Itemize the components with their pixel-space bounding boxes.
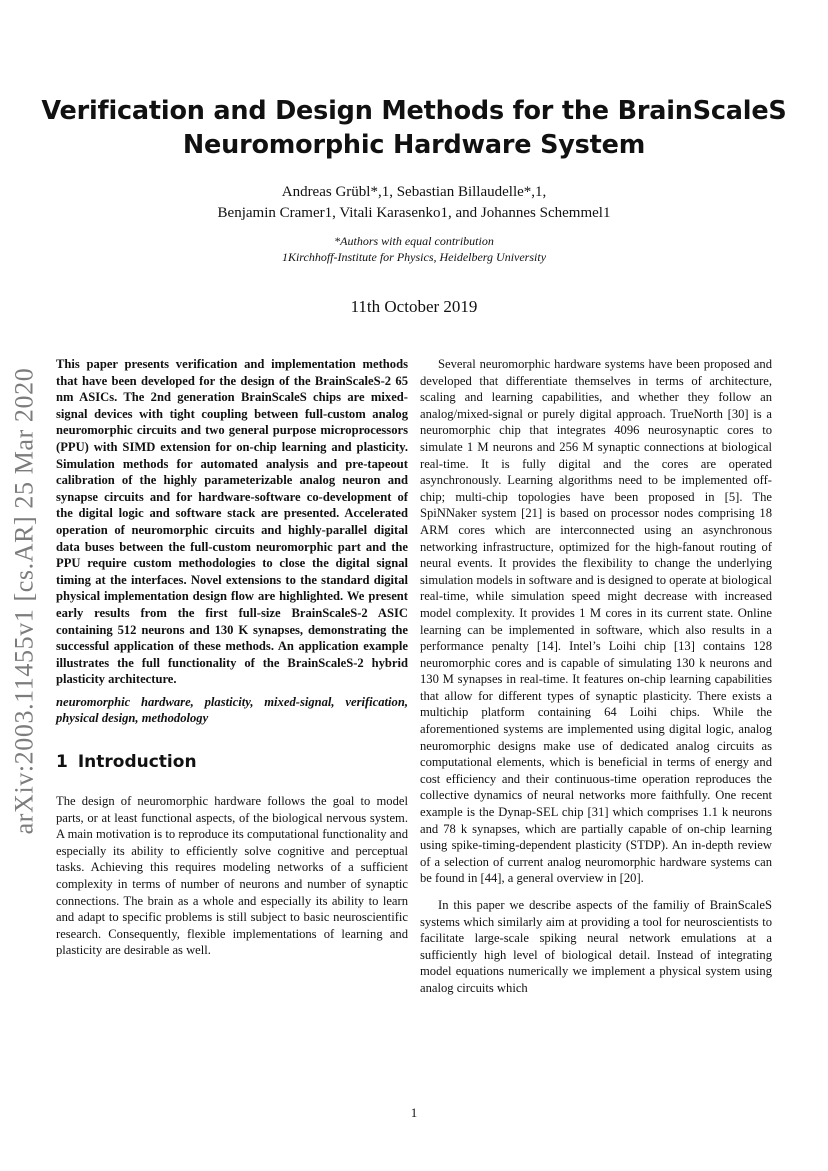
right-column xyxy=(420,356,772,997)
section-heading xyxy=(56,751,408,773)
left-column xyxy=(56,356,408,959)
authors-line-1: Andreas Grübl*,1, Sebastian Billaudelle*,1, xyxy=(281,184,547,200)
right-paragraph-1: Several neuromorphic hardware systems have been proposed and developed that differentiate themselves in terms of architecture, scaling and learning capabilities, and whether they follow an analog/mixed-signal or purely digital approach. TrueNorth [30] is a neuromorphic chip that integrates 4096 neurosynaptic cores to simulate 1 M neurons and 256 M synaptic connections at biological real-time. It is fully digital and the cores are operated asynchronously. Learning algorithms need to be implemented off-chip; multi-chip topologies have been proposed in [5]. The SpiNNaker system [21] is based on processor nodes comprising 18 ARM cores which are interconnected using an asynchronous networking infrastructure, optimized for the high-fanout routing of neural events. It provides the flexibility to change the underlying simulation models in software and is designed to operate at biological real-time, while simulation speed might decrease with increased model complexity. It provides 1 M cores in its current state. Online learning can be implemented in software, which also results in a performance penalty [14]. Intel’s Loihi chip [13] contains 128 neuromorphic cores and is capable of simulating 130 k neurons and 130 M synapses in real-time. It features on-chip learning capabilities that allow for different types of synaptic plasticity. There exists a multichip platform containing 64 Loihi chips. While the aforementioned systems are implemented using digital logic, analog neuromorphic designs make use of dedicated analog circuits as computational elements, which is beneficial in terms of energy and cost efficiency and their continuous-time operation reproduces the collective dynamics of neural networks more faithfully. One recent example is the Dynap-SEL chip [31] which comprises 1.1 k neurons and 78 k synapses, which are partially capable of on-chip learning using spike-timing-dependent plasticity (STDP). An in-depth review of a selection of current analog neuromorphic hardware systems can be found in [44], a general overview in [20]. xyxy=(420,357,772,886)
intro-paragraph-1: The design of neuromorphic hardware follows the goal to model parts, or at least functional aspects, of the biological nervous system. A main motivation is to reproduce its computational functionality and especially its ability to efficiently solve cognitive and perceptual tasks. Achieving this requires modeling networks of a sufficient complexity in terms of number of neurons and number of synaptic connections. The brain as a whole and especially its ability to learn and adapt to specific problems is still subject to basic neuroscientific research. Consequently, flexible implementations of learning and plasticity are desirable as well. xyxy=(56,794,408,958)
equal-contribution-note: *Authors with equal contribution xyxy=(334,234,494,248)
publication-date: 11th October 2019 xyxy=(350,297,478,316)
abstract: This paper presents verification and implementation methods that have been developed for the design of the BrainScaleS-2 65 nm ASICs. The 2nd generation BrainScaleS chips are mixed-signal devices with tight coupling between full-custom analog neuromorphic circuits and two general purpose microprocessors (PPU) with SIMD extension for on-chip learning and plasticity. Simulation methods for automated analysis and pre-tapeout calibration of the highly parameterizable analog neuron and synapse circuits and for hardware-software co-development of the digital logic and software stack are presented. Accelerated operation of neuromorphic circuits and highly-parallel digital data buses between the full-custom neuromorphic part and the PPU require custom methodologies to close the digital signal timing at the interfaces. Novel extensions to the standard digital physical implementation design flow are highlighted. We present early results from the first full-size BrainScaleS-2 ASIC containing 512 neurons and 130 K synapses, demonstrating the successful application of these methods. An application example illustrates the full functionality of the BrainScaleS-2 hybrid plasticity architecture. xyxy=(56,357,408,687)
title-line-1: Verification and Design Methods for the BrainScaleS xyxy=(41,96,787,126)
section-number: 1 xyxy=(56,752,68,773)
title-line-2: Neuromorphic Hardware System xyxy=(182,130,646,160)
authors-line-2: Benjamin Cramer1, Vitali Karasenko1, and Johannes Schemmel1 xyxy=(217,205,611,221)
affiliations xyxy=(40,233,788,265)
author-list xyxy=(40,182,788,224)
keywords: neuromorphic hardware, plasticity, mixed-signal, verification, physical design, methodology xyxy=(56,694,408,726)
paper-title xyxy=(40,94,788,162)
arxiv-identifier: arXiv:2003.11455v1 [cs.AR] 25 Mar 2020 xyxy=(9,367,39,835)
institute-affiliation: 1Kirchhoff-Institute for Physics, Heidelberg University xyxy=(281,250,547,264)
right-paragraph-2: In this paper we describe aspects of the familiy of BrainScaleS systems which similarly aim at providing a tool for neuroscientists to facilitate large-scale spiking neural network emulations at a sufficiently high level of biological detail. Instead of integrating model equations numerically we implement a physical system using analog circuits which xyxy=(420,898,772,995)
section-title: Introduction xyxy=(77,752,197,773)
arxiv-sidebar xyxy=(2,356,46,846)
page-number: 1 xyxy=(410,1105,418,1120)
